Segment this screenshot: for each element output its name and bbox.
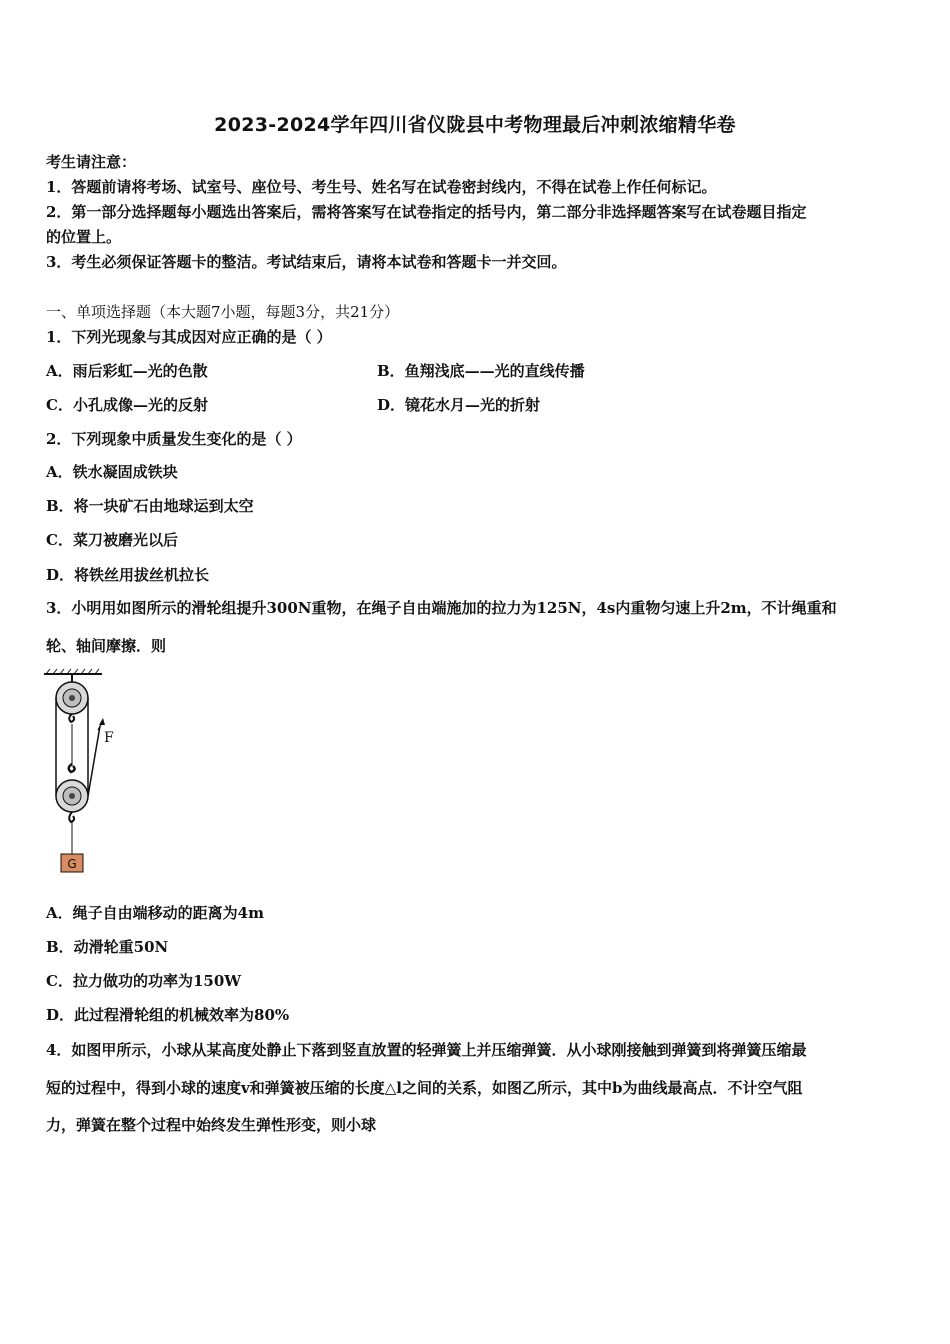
q2-option-c: C．菜刀被磨光以后	[46, 531, 178, 549]
q4-stem-line3: 力，弹簧在整个过程中始终发生弹性形变，则小球	[46, 1116, 377, 1134]
q3-stem-line2: 轮、轴间摩擦．则	[46, 637, 167, 655]
q4-stem-line2: 短的过程中，得到小球的速度v和弹簧被压缩的长度△l之间的关系，如图乙所示，其中b为曲线最高点．不计空气阻	[46, 1079, 803, 1097]
q2-option-d: D．将铁丝用拔丝机拉长	[46, 566, 210, 584]
force-arrow	[98, 718, 105, 730]
q1-stem: 1．下列光现象与其成因对应正确的是（ ）	[46, 328, 332, 346]
ceiling	[44, 669, 102, 674]
q3-option-d: D．此过程滑轮组的机械效率为80%	[46, 1006, 290, 1024]
q2-stem: 2．下列现象中质量发生变化的是（ ）	[46, 430, 302, 448]
rope-free-end	[88, 726, 100, 796]
notice-item-1: 1．答题前请将考场、试室号、座位号、考生号、姓名写在试卷密封线内，不得在试卷上作任何标记。	[46, 178, 717, 196]
q3-option-a: A．绳子自由端移动的距离为4m	[46, 904, 264, 922]
notice-item-3: 3．考生必须保证答题卡的整洁。考试结束后，请将本试卷和答题卡一并交回。	[46, 253, 567, 271]
q1-option-c: C．小孔成像—光的反射	[46, 396, 208, 414]
section-heading: 一、单项选择题（本大题7小题，每题3分，共21分）	[46, 303, 400, 321]
force-label: F	[104, 730, 114, 746]
movable-pulley	[56, 764, 88, 854]
notice-item-2-cont: 的位置上。	[46, 228, 122, 246]
notice-heading: 考生请注意：	[46, 153, 137, 171]
q4-stem-line1: 4．如图甲所示，小球从某高度处静止下落到竖直放置的轻弹簧上并压缩弹簧．从小球刚接触到弹簧到将弹簧压缩最	[46, 1041, 807, 1059]
q3-option-c: C．拉力做功的功率为150W	[46, 972, 242, 990]
q2-option-a: A．铁水凝固成铁块	[46, 463, 178, 481]
weight-label: G	[67, 857, 77, 871]
q1-option-a: A．雨后彩虹—光的色散	[46, 362, 208, 380]
notice-item-2: 2．第一部分选择题每小题选出答案后，需将答案写在试卷指定的括号内，第二部分非选择题答案写在试卷题目指定	[46, 203, 807, 221]
fixed-pulley	[56, 674, 88, 722]
pulley-system-figure	[40, 668, 130, 878]
exam-title: 2023-2024学年四川省仪陇县中考物理最后冲刺浓缩精华卷	[214, 114, 736, 136]
q2-option-b: B．将一块矿石由地球运到太空	[46, 497, 254, 515]
q3-stem-line1: 3．小明用如图所示的滑轮组提升300N重物，在绳子自由端施加的拉力为125N，4s内重物匀速上升2m，不计绳重和	[46, 599, 837, 617]
q3-option-b: B．动滑轮重50N	[46, 938, 169, 956]
q1-option-b: B．鱼翔浅底——光的直线传播	[377, 362, 585, 380]
q1-option-d: D．镜花水月—光的折射	[377, 396, 541, 414]
